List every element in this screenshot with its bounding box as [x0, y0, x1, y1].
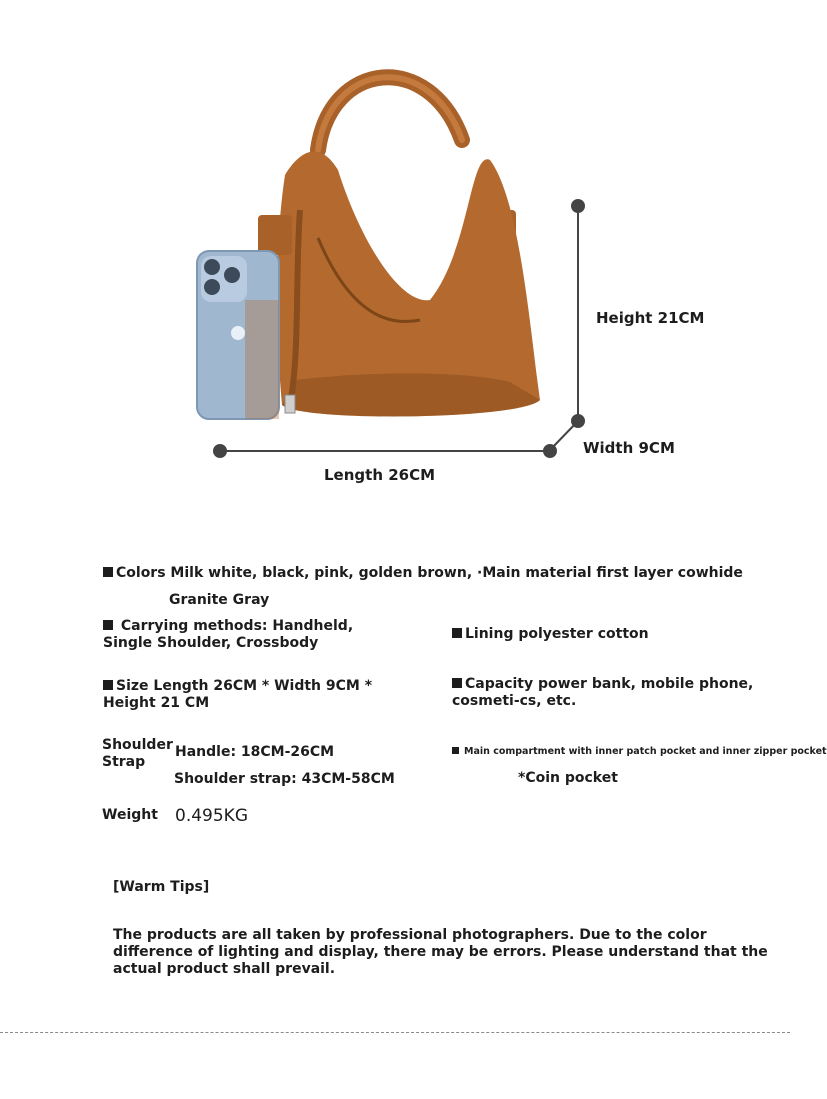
bullet-square-icon: [103, 567, 113, 577]
height-label: Height 21CM: [596, 309, 705, 327]
tips-title: [Warm Tips]: [113, 879, 210, 895]
tips-body: The products are all taken by professional photographers. Due to the color difference of lighting and display, there may be errors. Please understand that the actual product shall prevail.: [113, 927, 768, 977]
spec-compartment: Main compartment with inner patch pocket and inner zipper pocket: [452, 746, 827, 758]
divider: [0, 1032, 790, 1033]
spec-size: Size Length 26CM * Width 9CM * Height 21 CM: [103, 678, 373, 711]
bullet-square-icon: [452, 747, 459, 754]
phone-illustration: [197, 251, 279, 419]
length-dimension-line: [214, 445, 556, 457]
spec-shoulder-label: Shoulder Strap: [102, 737, 173, 770]
bullet-square-icon: [103, 680, 113, 690]
spec-carrying: Carrying methods: Handheld, Single Shoulder, Crossbody: [103, 618, 354, 651]
spec-shoulder-strap: Shoulder strap: 43CM-58CM: [174, 771, 395, 787]
width-label: Width 9CM: [583, 439, 675, 457]
spec-colors-extra: Granite Gray: [169, 592, 270, 608]
length-label: Length 26CM: [324, 466, 436, 484]
spec-lining: Lining polyester cotton: [452, 626, 649, 643]
bullet-square-icon: [452, 628, 462, 638]
product-figure: [0, 0, 790, 500]
bullet-square-icon: [103, 620, 113, 630]
bullet-square-icon: [452, 678, 462, 688]
spec-coin-pocket: *Coin pocket: [518, 770, 618, 786]
height-dimension-line: [572, 200, 584, 427]
spec-handle: Handle: 18CM-26CM: [175, 744, 335, 760]
spec-weight-label: Weight: [102, 807, 158, 823]
spec-weight-value: 0.495KG: [175, 806, 248, 826]
bag-handle: [318, 77, 462, 150]
spec-capacity: Capacity power bank, mobile phone, cosmeti-cs, etc.: [452, 676, 754, 709]
spec-colors: Colors Milk white, black, pink, golden brown, ·Main material first layer cowhide: [103, 565, 743, 582]
